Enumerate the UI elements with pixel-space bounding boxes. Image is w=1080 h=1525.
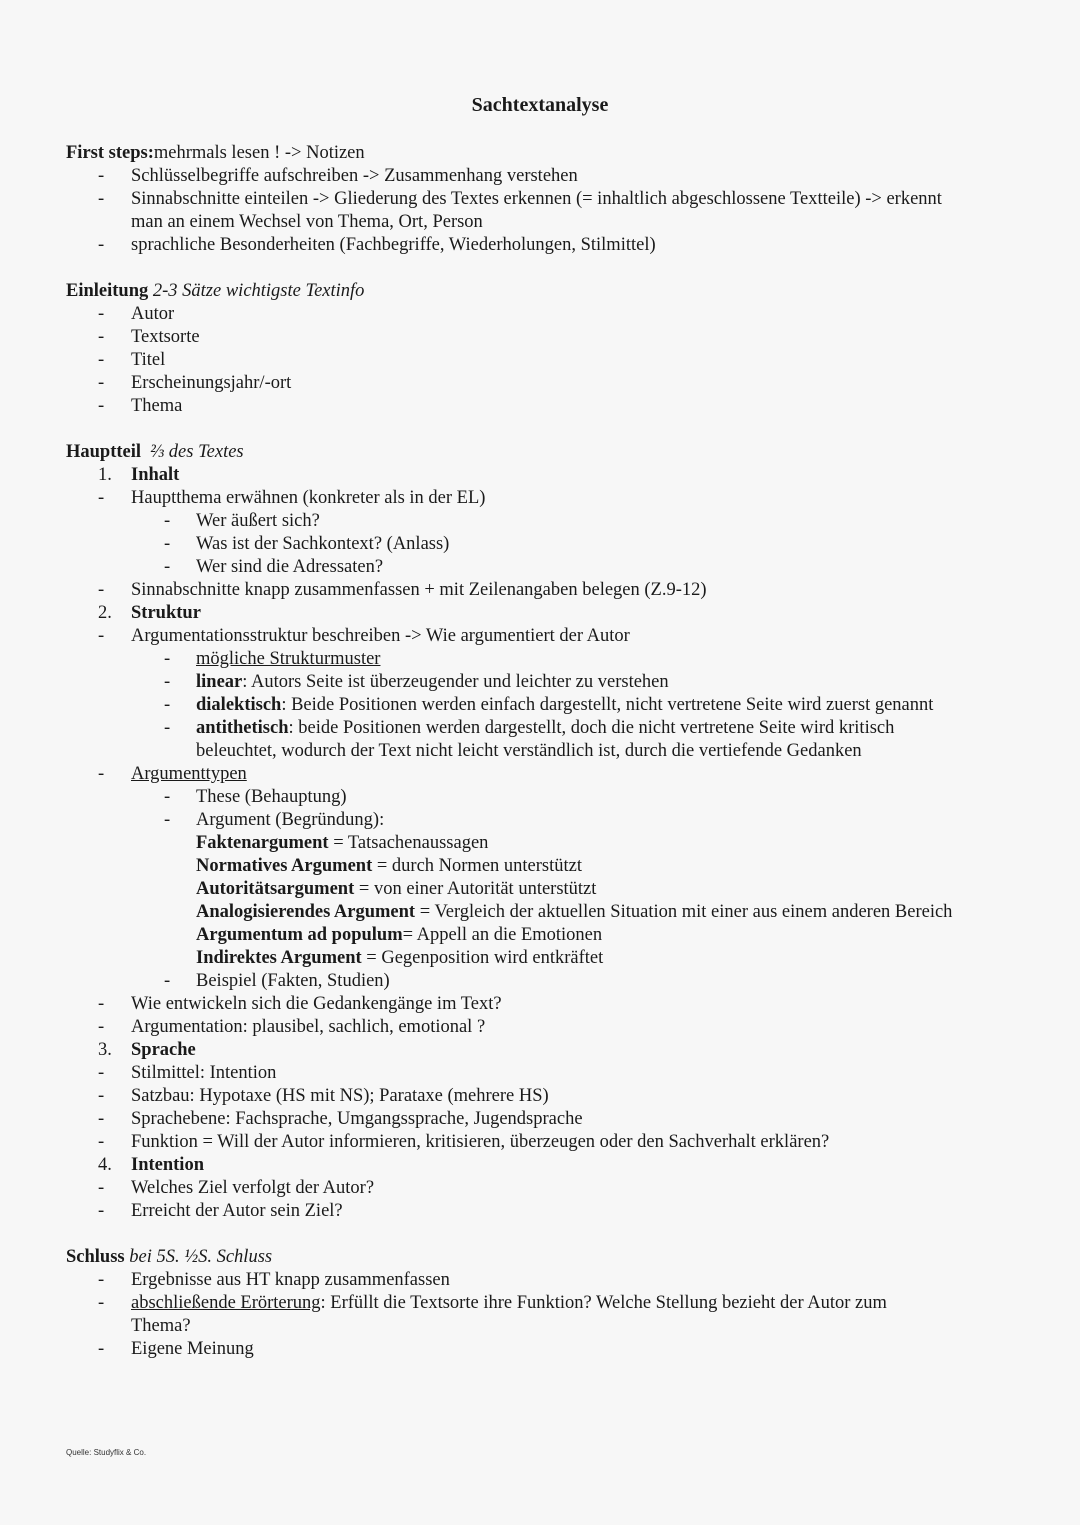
einleitung-note: 2-3 Sätze wichtigste Textinfo <box>152 281 365 301</box>
list-item: - Erscheinungsjahr/-ort <box>98 373 292 393</box>
section-inhalt <box>66 464 1026 487</box>
list-item-text: Wer äußert sich? <box>196 511 320 531</box>
list-item: - Schlüsselbegriffe aufschreiben -> Zusammenhang verstehen <box>98 166 578 186</box>
section-number: 3. <box>98 1040 112 1060</box>
hauptteil-heading <box>66 441 1026 464</box>
list-item: - Satzbau: Hypotaxe (HS mit NS); Parataxe (mehrere HS) <box>98 1086 549 1106</box>
schluss-heading <box>66 1246 1026 1269</box>
sub-list-item: - linear: Autors Seite ist überzeugender und leichter zu verstehen <box>164 672 669 692</box>
list-item-text: Beispiel (Fakten, Studien) <box>196 971 390 991</box>
list-item: - Thema <box>98 396 183 416</box>
section-struktur <box>66 602 1026 625</box>
definition: beleuchtet, wodurch der Text nicht leicht verständlich ist, durch die vertiefende Gedanken <box>196 741 862 761</box>
list-item-text: Titel <box>131 350 166 370</box>
schluss-note: bei 5S. ½S. Schluss <box>129 1247 273 1267</box>
section-title: Sprache <box>131 1040 196 1060</box>
list-item-text: Argument (Begründung): <box>196 810 385 830</box>
list-item-text: Argumentation: plausibel, sachlich, emotional ? <box>131 1017 486 1037</box>
list-item: - Argumenttypen <box>98 764 247 784</box>
list-item: - Eigene Meinung <box>98 1339 254 1359</box>
term: antithetisch <box>196 718 289 738</box>
argument-type <box>66 947 1026 970</box>
list-item-text: Erreicht der Autor sein Ziel? <box>131 1201 343 1221</box>
sub-list-item: - Was ist der Sachkontext? (Anlass) <box>164 534 450 554</box>
section-title: Intention <box>131 1155 204 1175</box>
source-footer: Quelle: Studyflix & Co. <box>66 1448 147 1457</box>
definition: : beide Positionen werden dargestellt, doch die nicht vertretene Seite wird kritisch <box>288 718 895 738</box>
sub-list-item: - Beispiel (Fakten, Studien) <box>164 971 390 991</box>
einleitung-label: Einleitung <box>66 281 149 301</box>
sub-list-item: - Wer sind die Adressaten? <box>164 557 384 577</box>
list-item: - Erreicht der Autor sein Ziel? <box>98 1201 343 1221</box>
sub-list-item: - Argument (Begründung): <box>164 810 385 830</box>
first-steps-intro: mehrmals lesen ! -> Notizen <box>153 143 365 163</box>
list-item-text: Thema? <box>131 1316 191 1336</box>
argument-type <box>66 901 1026 924</box>
definition: = Vergleich der aktuellen Situation mit einer aus einem anderen Bereich <box>415 902 953 922</box>
schluss-label: Schluss <box>66 1247 125 1267</box>
list-item: - Funktion = Will der Autor informieren, kritisieren, überzeugen oder den Sachverhalt erklären? <box>98 1132 830 1152</box>
document-body <box>66 142 1026 1361</box>
sub-list-item: - dialektisch: Beide Positionen werden einfach dargestellt, nicht vertretene Seite wird zuerst genannt <box>164 695 934 715</box>
term: Autoritätsargument <box>196 879 355 899</box>
argument-type <box>66 832 1026 855</box>
list-item-text: : Erfüllt die Textsorte ihre Funktion? Welche Stellung bezieht der Autor zum <box>320 1293 887 1313</box>
list-item: - Textsorte <box>98 327 200 347</box>
term: Indirektes Argument <box>196 948 362 968</box>
hauptteil-label: Hauptteil <box>66 442 142 462</box>
list-item: - abschließende Erörterung: Erfüllt die Textsorte ihre Funktion? Welche Stellung bezieht der Autor zum <box>98 1293 887 1313</box>
section-number: 4. <box>98 1155 112 1175</box>
list-item-text: Wie entwickeln sich die Gedankengänge im Text? <box>131 994 502 1014</box>
list-item-text: Stilmittel: Intention <box>131 1063 277 1083</box>
list-item-text: Sprachebene: Fachsprache, Umgangssprache, Jugendsprache <box>131 1109 583 1129</box>
list-item-continuation <box>66 211 1026 234</box>
sub-list-item: - mögliche Strukturmuster <box>164 649 381 669</box>
list-item-text: Funktion = Will der Autor informieren, kritisieren, überzeugen oder den Sachverhalt erklären? <box>131 1132 830 1152</box>
strukturmuster-label: mögliche Strukturmuster <box>196 649 381 669</box>
section-title: Struktur <box>131 603 201 623</box>
definition: = Gegenposition wird entkräftet <box>361 948 604 968</box>
hauptteil-note: ⅔ des Textes <box>150 442 244 462</box>
term: Normatives Argument <box>196 856 373 876</box>
term: linear <box>196 672 243 692</box>
definition: = durch Normen unterstützt <box>372 856 583 876</box>
definition: = von einer Autorität unterstützt <box>354 879 597 899</box>
list-item-text: Schlüsselbegriffe aufschreiben -> Zusammenhang verstehen <box>131 166 578 186</box>
list-item: - Sinnabschnitte einteilen -> Gliederung des Textes erkennen (= inhaltlich abgeschlossene Textteile) -> erkennt <box>98 189 942 209</box>
list-item-text: Satzbau: Hypotaxe (HS mit NS); Parataxe (mehrere HS) <box>131 1086 549 1106</box>
list-item: - Welches Ziel verfolgt der Autor? <box>98 1178 375 1198</box>
list-item-continuation <box>66 1315 1026 1338</box>
definition: : Autors Seite ist überzeugender und leichter zu verstehen <box>242 672 669 692</box>
definition: = Tatsachenaussagen <box>328 833 489 853</box>
list-item: - sprachliche Besonderheiten (Fachbegriffe, Wiederholungen, Stilmittel) <box>98 235 656 255</box>
list-item-text: Welches Ziel verfolgt der Autor? <box>131 1178 375 1198</box>
section-number: 1. <box>98 465 112 485</box>
list-item-text: Argumentationsstruktur beschreiben -> Wie argumentiert der Autor <box>131 626 630 646</box>
list-item: - Argumentation: plausibel, sachlich, emotional ? <box>98 1017 486 1037</box>
list-item: - Titel <box>98 350 166 370</box>
list-item-text: man an einem Wechsel von Thema, Ort, Person <box>131 212 483 232</box>
argument-type <box>66 855 1026 878</box>
sub-list-item: - antithetisch: beide Positionen werden dargestellt, doch die nicht vertretene Seite wird kritisch <box>164 718 895 738</box>
list-item-text: Autor <box>131 304 175 324</box>
list-item-text: Sinnabschnitte knapp zusammenfassen + mit Zeilenangaben belegen (Z.9-12) <box>131 580 707 600</box>
section-title: Inhalt <box>131 465 180 485</box>
sub-list-item: - Wer äußert sich? <box>164 511 320 531</box>
section-intention <box>66 1154 1026 1177</box>
list-item-text: Eigene Meinung <box>131 1339 254 1359</box>
list-item: - Ergebnisse aus HT knapp zusammenfassen <box>98 1270 450 1290</box>
list-item-text: Thema <box>131 396 183 416</box>
list-item: - Sinnabschnitte knapp zusammenfassen + mit Zeilenangaben belegen (Z.9-12) <box>98 580 707 600</box>
term: Argumentum ad populum <box>196 925 403 945</box>
first-steps-label: First steps: <box>66 143 154 163</box>
term: dialektisch <box>196 695 282 715</box>
definition: = Appell an die Emotionen <box>402 925 603 945</box>
list-item-text: Wer sind die Adressaten? <box>196 557 384 577</box>
list-item-text: These (Behauptung) <box>196 787 347 807</box>
sub-list-item: - These (Behauptung) <box>164 787 347 807</box>
list-item-text: Hauptthema erwähnen (konkreter als in der EL) <box>131 488 486 508</box>
argumenttypen-label: Argumenttypen <box>131 764 247 784</box>
einleitung-heading <box>66 280 1026 303</box>
list-item-text: Textsorte <box>131 327 200 347</box>
section-number: 2. <box>98 603 112 623</box>
list-item: - Stilmittel: Intention <box>98 1063 277 1083</box>
list-item: - Wie entwickeln sich die Gedankengänge im Text? <box>98 994 502 1014</box>
list-item-text: Was ist der Sachkontext? (Anlass) <box>196 534 450 554</box>
argument-type <box>66 878 1026 901</box>
list-item-text: Sinnabschnitte einteilen -> Gliederung des Textes erkennen (= inhaltlich abgeschlossene Textteile) -> erkennt <box>131 189 942 209</box>
list-item-text: sprachliche Besonderheiten (Fachbegriffe, Wiederholungen, Stilmittel) <box>131 235 656 255</box>
list-item-text: Ergebnisse aus HT knapp zusammenfassen <box>131 1270 450 1290</box>
section-sprache <box>66 1039 1026 1062</box>
definition: : Beide Positionen werden einfach dargestellt, nicht vertretene Seite wird zuerst genannt <box>281 695 934 715</box>
term: Analogisierendes Argument <box>196 902 416 922</box>
list-item: - Argumentationsstruktur beschreiben -> Wie argumentiert der Autor <box>98 626 630 646</box>
list-item: - Hauptthema erwähnen (konkreter als in der EL) <box>98 488 486 508</box>
term: Faktenargument <box>196 833 329 853</box>
first-steps-heading <box>66 142 1026 165</box>
sub-list-item-continuation <box>66 740 1026 763</box>
page-title: Sachtextanalyse <box>471 94 609 116</box>
list-item-text: Erscheinungsjahr/-ort <box>131 373 292 393</box>
list-item: - Sprachebene: Fachsprache, Umgangssprache, Jugendsprache <box>98 1109 583 1129</box>
list-item: - Autor <box>98 304 175 324</box>
argument-type <box>66 924 1026 947</box>
eroerterung-label: abschließende Erörterung <box>131 1293 321 1313</box>
